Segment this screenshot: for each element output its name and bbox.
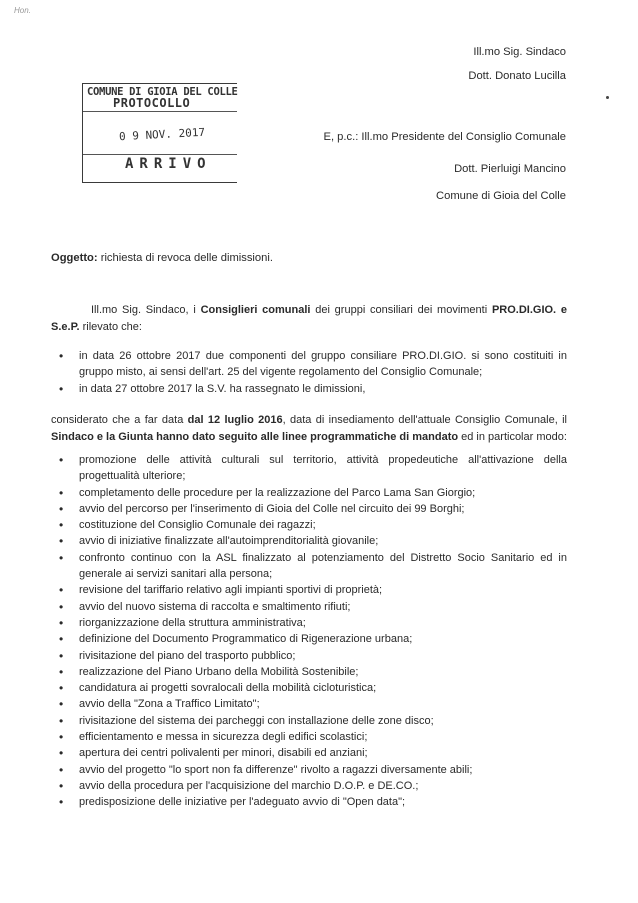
protocol-stamp — [82, 83, 237, 183]
recipient-line-2: Dott. Donato Lucilla — [468, 70, 566, 82]
list-item: • rivisitazione del sistema dei parcheggi con installazione delle zone disco; — [51, 713, 567, 729]
list-item: • candidatura ai progetti sovralocali della mobilità cicloturistica; — [51, 680, 567, 696]
considering-bold-1: dal 12 luglio 2016 — [187, 414, 283, 426]
corner-handwritten-mark: Hon. — [14, 6, 31, 15]
list-item: • in data 26 ottobre 2017 due componenti del gruppo consiliare PRO.DI.GIO. si sono costituiti in gruppo misto, ai sensi dell'art. 25 del vigente regolamento del Consiglio Comunale; — [51, 348, 567, 381]
stamp-arrivo: ARRIVO — [125, 156, 212, 172]
speck-dot — [606, 96, 609, 99]
list-item: • rivisitazione del piano del trasporto pubblico; — [51, 648, 567, 664]
list-item: • avvio della "Zona a Traffico Limitato"; — [51, 696, 567, 712]
recipient-line-1: Ill.mo Sig. Sindaco — [473, 46, 566, 58]
subject-label: Oggetto: — [51, 252, 98, 264]
list-item: • avvio del progetto "lo sport non fa differenze" rivolto a ragazzi diversamente abili; — [51, 762, 567, 778]
considering-text-2: , data di insediamento dell'attuale Consiglio Comunale, il — [282, 414, 567, 426]
list-item: • avvio della procedura per l'acquisizione del marchio D.O.P. e DE.CO.; — [51, 778, 567, 794]
list-item: • apertura dei centri polivalenti per minori, disabili ed anziani; — [51, 745, 567, 761]
list-item: • avvio del nuovo sistema di raccolta e smaltimento rifiuti; — [51, 599, 567, 615]
intro-text-1: Ill.mo Sig. Sindaco, i — [91, 304, 201, 316]
list-item: • efficientamento e messa in sicurezza degli edifici scolastici; — [51, 729, 567, 745]
cc-line-1: E, p.c.: Ill.mo Presidente del Consiglio Comunale — [323, 131, 566, 143]
stamp-protocollo: PROTOCOLLO — [113, 96, 191, 110]
list-item: • in data 27 ottobre 2017 la S.V. ha rassegnato le dimissioni, — [51, 381, 567, 397]
list-item: • predisposizione delle iniziative per l'adeguato avvio di "Open data"; — [51, 794, 567, 810]
cc-line-3: Comune di Gioia del Colle — [436, 190, 566, 202]
intro-bold-2: PRO.DI.GIO. e S.e.P. — [51, 304, 567, 333]
intro-paragraph — [51, 302, 567, 335]
subject-text: richiesta di revoca delle dimissioni. — [100, 252, 273, 264]
list-item: • riorganizzazione della struttura amministrativa; — [51, 615, 567, 631]
intro-text-3: rilevato che: — [79, 320, 142, 333]
intro-text-2: dei gruppi consiliari dei movimenti — [310, 304, 492, 316]
list-item: • completamento delle procedure per la realizzazione del Parco Lama San Giorgio; — [51, 485, 567, 501]
considering-text-1: considerato che a far data — [51, 414, 188, 426]
list-item: • avvio del percorso per l'inserimento di Gioia del Colle nel circuito dei 99 Borghi; — [51, 501, 567, 517]
stamp-date: 0 9 NOV. 2017 — [118, 125, 206, 144]
cc-line-2: Dott. Pierluigi Mancino — [454, 163, 566, 175]
subject-line — [51, 252, 273, 264]
considering-paragraph — [51, 412, 567, 445]
considering-bold-2: Sindaco e la Giunta hanno dato seguito alle linee programmatiche di mandato — [51, 430, 459, 443]
actions-list — [51, 452, 567, 811]
facts-list — [51, 348, 567, 397]
list-item: • costituzione del Consiglio Comunale dei ragazzi; — [51, 517, 567, 533]
stamp-rule-2 — [83, 154, 237, 155]
list-item: • realizzazione del Piano Urbano della Mobilità Sostenibile; — [51, 664, 567, 680]
list-item: • revisione del tariffario relativo agli impianti sportivi di proprietà; — [51, 582, 567, 598]
stamp-rule-1 — [83, 111, 237, 112]
list-item: • promozione delle attività culturali sul territorio, attività propedeutiche all'attivazione della progettualità ulteriore; — [51, 452, 567, 485]
considering-text-3: ed in particolar modo: — [458, 430, 567, 443]
stamp-comune: COMUNE DI GIOIA DEL COLLE — [87, 86, 238, 98]
list-item: • confronto continuo con la ASL finalizzato al potenziamento del Distretto Socio Sanitario ed in generale ai servizi sanitari alla persona; — [51, 550, 567, 583]
list-item: • avvio di iniziative finalizzate all'autoimprenditorialità giovanile; — [51, 533, 567, 549]
intro-bold-1: Consiglieri comunali — [200, 304, 311, 316]
list-item: • definizione del Documento Programmatico di Rigenerazione urbana; — [51, 631, 567, 647]
